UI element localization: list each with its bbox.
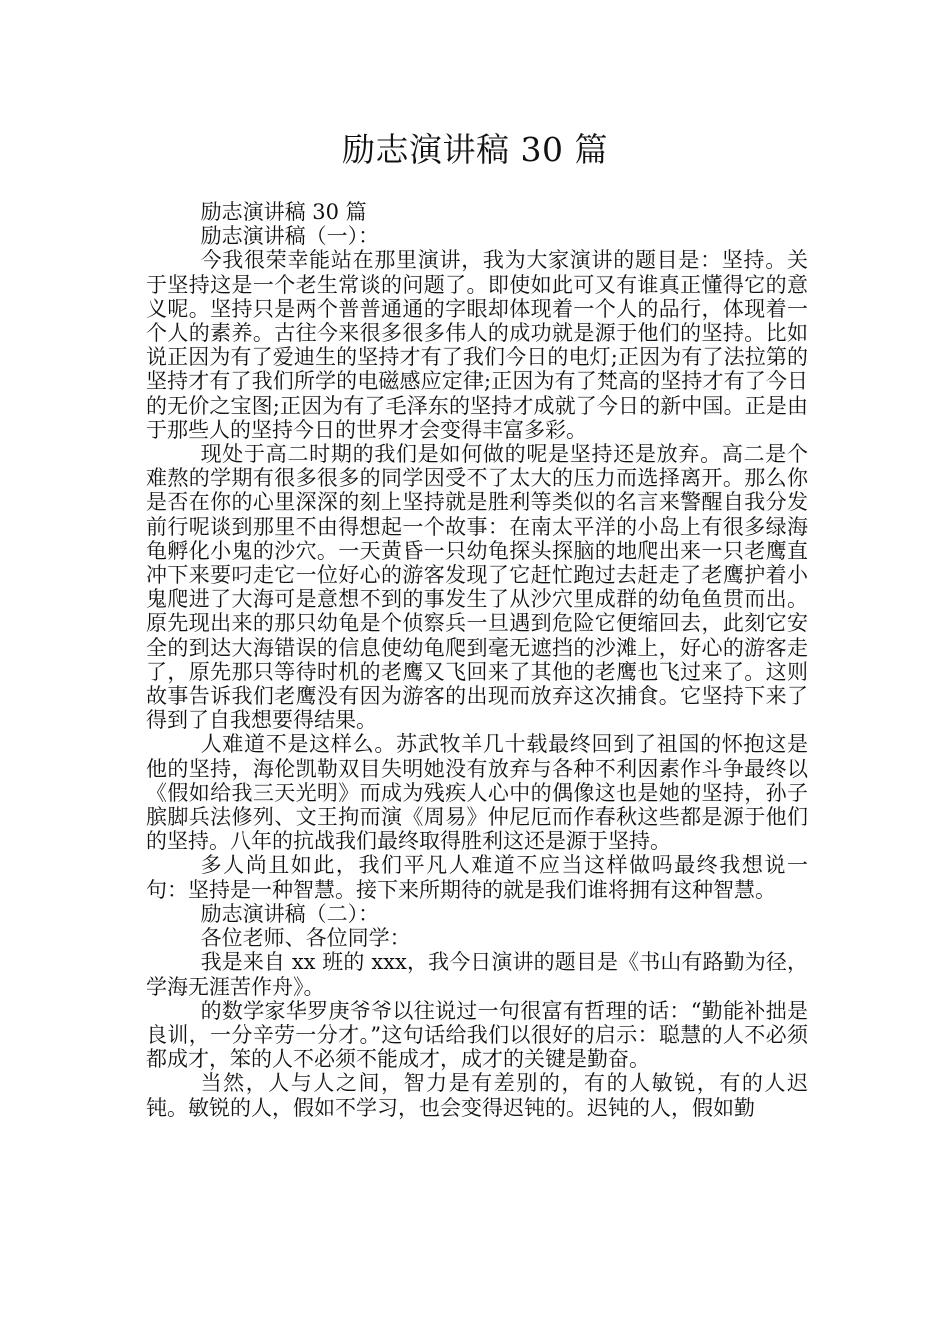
paragraph: 当然，人与人之间，智力是有差别的，有的人敏锐，有的人迟钝。敏锐的人，假如不学习，也会变得迟钝的。迟钝的人，假如勤 <box>146 1071 808 1120</box>
document-body <box>146 200 808 1120</box>
paragraph: 多人尚且如此，我们平凡人难道不应当这样做吗最终我想说一句：坚持是一种智慧。接下来所期待的就是我们谁将拥有这种智慧。 <box>146 853 808 902</box>
paragraph: 今我很荣幸能站在那里演讲，我为大家演讲的题目是：坚持。关于坚持这是一个老生常谈的问题了。即使如此可又有谁真正懂得它的意义呢。坚持只是两个普普通通的字眼却体现着一个人的品行，体现着一个人的素养。古往今来很多很多伟人的成功就是源于他们的坚持。比如说正因为有了爱迪生的坚持才有了我们今日的电灯;正因为有了法拉第的坚持才有了我们所学的电磁感应定律;正因为有了梵高的坚持才有了今日的无价之宝图;正因为有了毛泽东的坚持才成就了今日的新中国。正是由于那些人的坚持今日的世界才会变得丰富多彩。 <box>146 248 808 442</box>
document-title: 励志演讲稿 30 篇 <box>342 130 608 169</box>
paragraph: 各位老师、各位同学： <box>200 926 411 951</box>
paragraph: 励志演讲稿（二）： <box>200 901 380 926</box>
paragraph: 我是来自 xx 班的 xxx，我今日演讲的题目是《书山有路勤为径，学海无涯苦作舟》。 <box>146 950 808 999</box>
paragraph: 人难道不是这样么。苏武牧羊几十载最终回到了祖国的怀抱这是他的坚持，海伦凯勒双目失明她没有放弃与各种不利因素作斗争最终以《假如给我三天光明》而成为残疾人心中的偶像这也是她的坚持，孙子膑脚兵法修列、文王拘而演《周易》仲尼厄而作春秋这些都是源于他们的坚持。八年的抗战我们最终取得胜利这还是源于坚持。 <box>146 732 808 854</box>
paragraph: 现处于高二时期的我们是如何做的呢是坚持还是放弃。高二是个难熬的学期有很多很多的同学因受不了太大的压力而选择离开。那么你是否在你的心里深深的刻上坚持就是胜利等类似的名言来警醒自我分发前行呢谈到那里不由得想起一个故事：在南太平洋的小岛上有很多绿海龟孵化小鬼的沙穴。一天黄昏一只幼龟探头探脑的地爬出来一只老鹰直冲下来要叼走它一位好心的游客发现了它赶忙跑过去赶走了老鹰护着小鬼爬进了大海可是意想不到的事发生了从沙穴里成群的幼龟鱼贯而出。原先现出来的那只幼龟是个侦察兵一旦遇到危险它便缩回去，此刻它安全的到达大海错误的信息使幼龟爬到毫无遮挡的沙滩上，好心的游客走了，原先那只等待时机的老鹰又飞回来了其他的老鹰也飞过来了。这则故事告诉我们老鹰没有因为游客的出现而放弃这次捕食。它坚持下来了得到了自我想要得结果。 <box>146 442 808 733</box>
paragraph: 励志演讲稿（一）： <box>200 224 380 249</box>
paragraph: 的数学家华罗庚爷爷以往说过一句很富有哲理的话：“勤能补拙是良训，一分辛劳一分才。”这句话给我们以很好的启示：聪慧的人不必须都成才，笨的人不必须不能成才，成才的关键是勤奋。 <box>146 998 808 1072</box>
paragraph: 励志演讲稿 30 篇 <box>200 200 367 224</box>
